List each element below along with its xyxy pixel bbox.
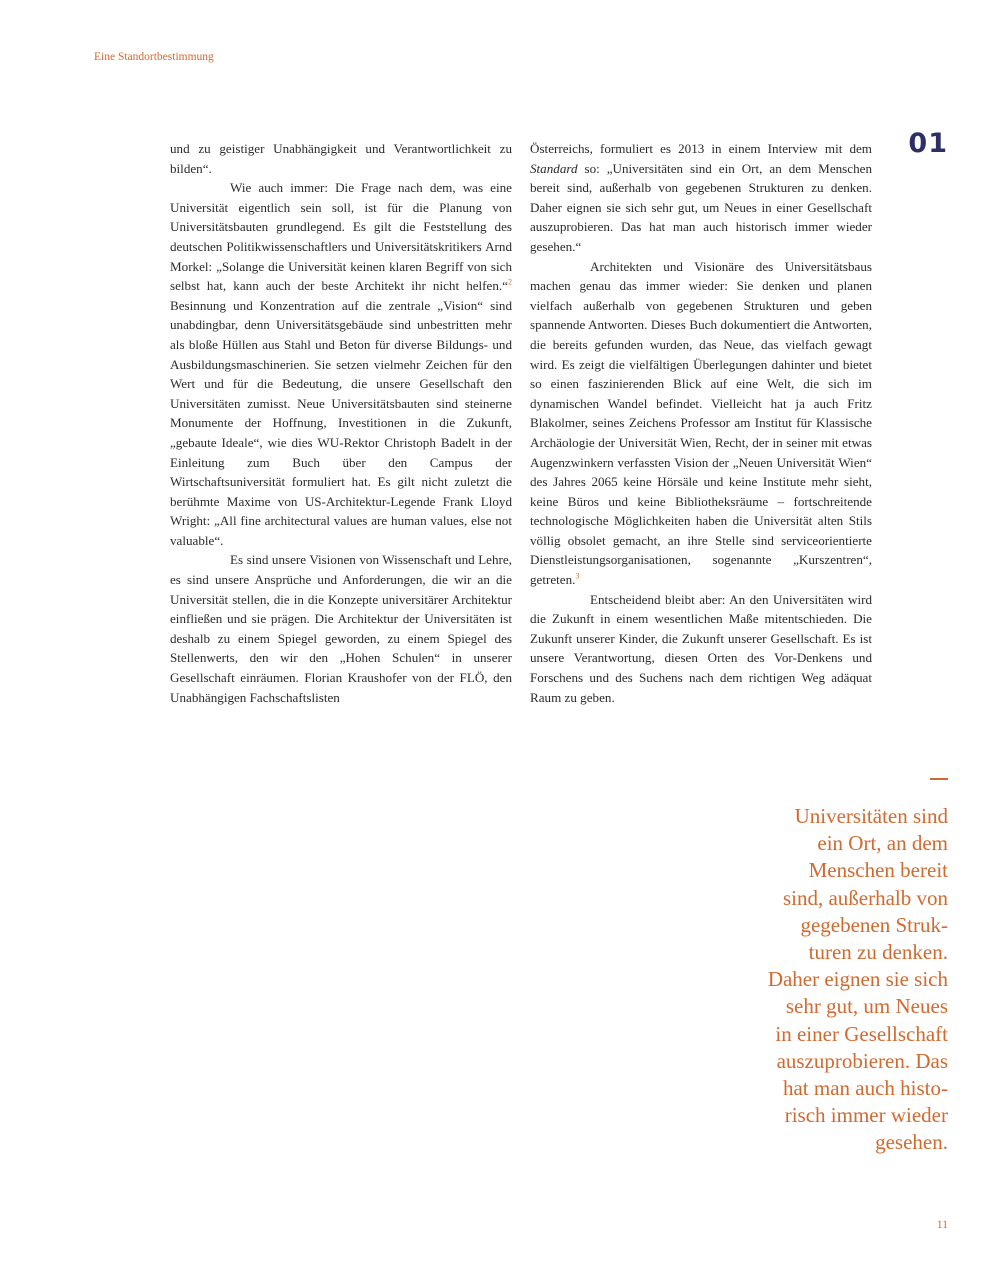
pull-quote-line: in einer Gesellschaft: [775, 1021, 948, 1046]
paragraph-text: Architekten und Visionäre des Universitätsbaus machen genau das immer wieder: Sie denken und planen vielfach außerhalb von gegebenen Strukturen und geben spannende Antworten. Dieses Buch dokumentiert die Antworten, die bereits gefunden wurden, das Neue, das vielfach gewagt wird. Es zeigt die vielfältigen Überlegungen dahinter und bietet so einen faszinierenden Blick auf eine Welt, die sich im dynamischen Wandel befindet. Vielleicht hat ja auch Fritz Blakolmer, seines Zeichens Professor am Institut für Klassische Archäologie der Universität Wien, Recht, der in seiner mit etwas Augenzwinkern verfassten Vision der „Neuen Universität Wien“ des Jahres 2065 keine Hörsäle und keine Institute mehr sieht, keine Büros und keine Bibliotheksräume – fortschreitende technologische Möglichkeiten haben die Universität alten Stils völlig obsolet gemacht, an ihre Stelle sind serviceorientierte Dienstleistungsorganisationen, sogenannte „Kurszentren“, getreten.: [530, 258, 872, 588]
publication-name: Standard: [530, 160, 578, 176]
paragraph-text: Wie auch immer: Die Frage nach dem, was eine Universität eigentlich sein soll, ist für die Planung von Universitätsbauten grundlegend. Es gilt die Feststellung des deutschen Politikwissenschaftlers und Universitätskritikers Arnd Morkel: „Solange die Universität keinen klaren Begriff von sich selbst hat, kann auch der beste Architekt ihr nicht helfen.“: [170, 180, 512, 294]
paragraph: [170, 178, 512, 550]
paragraph-text: Besinnung und Konzentration auf die zentrale „Vision“ sind unabdingbar, denn Universitätsgebäude sind unbestritten mehr als bloße Hüllen aus Stahl und Beton für diverse Bildungs- und Ausbildungsmaschinerien. Sie setzen vielmehr Zeichen für den Wert und für die Bedeutung, die unsere Gesellschaft den Universitäten zumisst. Neue Universitätsbauten sind steinerne Monumente der Hoffnung, Investitionen in die Zukunft, „gebaute Ideale“, wie dies WU-Rektor Christoph Badelt in der Einleitung zum Buch über den Campus der Wirtschaftsuniversität formuliert hat. Es gilt nicht zuletzt die berühmte Maxime von US-Architektur-Legende Frank Lloyd Wright: „All fine architectural values are human values, else not valuable“.: [170, 297, 512, 548]
pull-quote-line: hat man auch histo-: [782, 1076, 948, 1101]
pull-quote-line: Universitäten sind: [794, 804, 948, 828]
pull-quote-line: risch immer wieder: [784, 1103, 948, 1128]
paragraph: und zu geistiger Unabhängigkeit und Verantwortlichkeit zu bilden“.: [170, 141, 512, 176]
pull-quote-line: sehr gut, um Neues: [785, 994, 948, 1019]
quote-dash-divider: [930, 778, 948, 780]
page-number: 11: [936, 1219, 948, 1231]
paragraph-text: Österreichs, formuliert es 2013 in einem Interview mit dem: [530, 141, 872, 156]
pull-quote-line: auszuprobieren. Das: [776, 1048, 948, 1073]
pull-quote-line: ein Ort, an dem: [817, 831, 948, 856]
pull-quote-line: Daher eignen sie sich: [767, 967, 948, 992]
paragraph-text: so: „Universitäten sind ein Ort, an dem Menschen bereit sind, außerhalb von gegebenen Strukturen zu denken. Daher eignen sie sich sehr gut, um Neues in einer Gesellschaft auszuprobieren. Das hat man auch historisch immer wieder gesehen.“: [530, 160, 872, 254]
paragraph: [530, 139, 872, 257]
pull-quote-line: turen zu denken.: [808, 940, 948, 965]
running-head: Eine Standortbestimmung: [94, 51, 214, 63]
pull-quote-line: gegebenen Struk-: [800, 912, 948, 937]
paragraph: Entscheidend bleibt aber: An den Universitäten wird die Zukunft in einem wesentlichen Maße mitentschieden. Die Zukunft unserer Kinder, die Zukunft unserer Gesellschaft. Es ist unsere Verantwortung, diesen Orten des Vor-Denkens und Forschens und des Suchens nach dem richtigen Weg adäquat Raum zu geben.: [530, 591, 872, 705]
pull-quote-line: Menschen bereit: [808, 858, 948, 883]
text-column-right: [530, 139, 872, 707]
paragraph: [530, 257, 872, 590]
pull-quote-line: gesehen.: [875, 1130, 948, 1155]
pull-quote: [723, 803, 948, 1157]
text-column-left: [170, 139, 512, 707]
footnote-marker[interactable]: 2: [508, 277, 512, 287]
chapter-number: 01: [908, 128, 948, 159]
pull-quote-line: sind, außerhalb von: [782, 885, 948, 910]
footnote-marker[interactable]: 3: [575, 571, 580, 581]
paragraph: Es sind unsere Visionen von Wissenschaft und Lehre, es sind unsere Ansprüche und Anforderungen, die wir an die Universität stellen, die in die Konzepte universitärer Architektur einfließen und sie prägen. Die Architektur der Universitäten ist deshalb zu einem Spiegel geworden, zu einem Spiegel des Stellenwerts, den wir den „Hohen Schulen“ in unserer Gesellschaft einräumen. Florian Kraushofer von der FLÖ, den Unabhängigen Fachschaftslisten: [170, 552, 512, 705]
